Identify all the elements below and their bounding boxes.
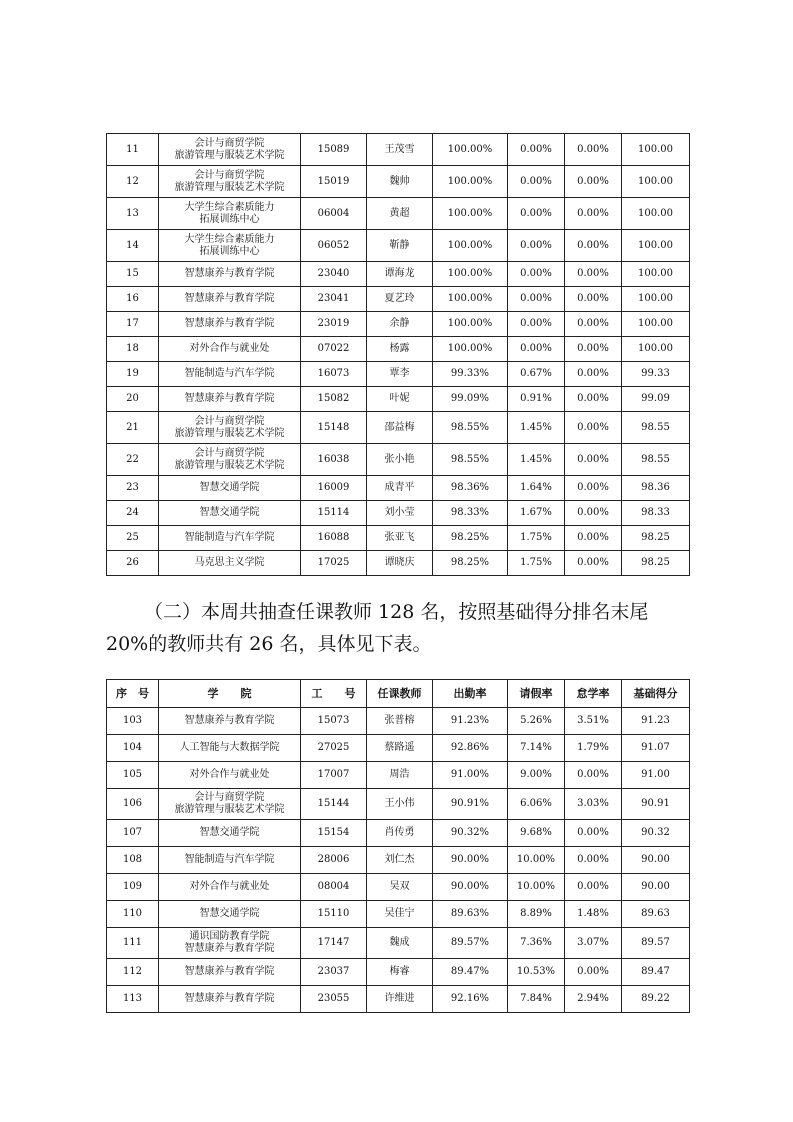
college-cell: 智慧康养与教育学院: [159, 959, 301, 986]
seq-cell: 107: [107, 820, 159, 847]
leave-rate-cell: 7.36%: [508, 928, 565, 959]
attendance-rate-cell: 100.00%: [433, 312, 508, 337]
seq-cell: 113: [107, 986, 159, 1013]
teacher-cell: 谭海龙: [367, 262, 433, 287]
table-row: [107, 762, 690, 789]
college-cell: 对外合作与就业处: [159, 762, 301, 789]
seq-cell: 25: [107, 526, 159, 551]
leave-rate-cell: 9.68%: [508, 820, 565, 847]
base-score-cell: 90.00: [622, 874, 690, 901]
teacher-cell: 邵益梅: [367, 412, 433, 444]
base-score-cell: 91.23: [622, 708, 690, 735]
table-row: [107, 847, 690, 874]
summary-line-1: （二）本周共抽查任课教师 128 名，按照基础得分排名末尾: [144, 601, 649, 623]
college-cell: 会计与商贸学院 旅游管理与服装艺术学院: [159, 444, 301, 476]
college-cell: 智慧交通学院: [159, 820, 301, 847]
seq-cell: 15: [107, 262, 159, 287]
college-cell: 智慧交通学院: [159, 501, 301, 526]
leave-rate-cell: 10.53%: [508, 959, 565, 986]
base-score-cell: 98.55: [622, 412, 690, 444]
absence-rate-cell: 0.00%: [565, 166, 622, 198]
seq-cell: 26: [107, 551, 159, 576]
bottom-20-percent-table-body: [107, 708, 690, 1013]
absence-rate-cell: 0.00%: [565, 362, 622, 387]
base-score-cell: 100.00: [622, 312, 690, 337]
base-score-cell: 100.00: [622, 287, 690, 312]
attendance-rate-cell: 89.63%: [433, 901, 508, 928]
college-cell: 智慧交通学院: [159, 476, 301, 501]
table-row: [107, 444, 690, 476]
seq-cell: 24: [107, 501, 159, 526]
absence-rate-cell: 0.00%: [565, 501, 622, 526]
leave-rate-cell: 9.00%: [508, 762, 565, 789]
table-row: [107, 551, 690, 576]
leave-rate-cell: 1.75%: [508, 551, 565, 576]
table-row: [107, 501, 690, 526]
absence-rate-cell: 0.00%: [565, 134, 622, 166]
staff-id-cell: 07022: [301, 337, 367, 362]
attendance-rate-cell: 100.00%: [433, 337, 508, 362]
seq-cell: 106: [107, 789, 159, 820]
teacher-cell: 梅睿: [367, 959, 433, 986]
base-score-cell: 98.36: [622, 476, 690, 501]
column-header-base-score: 基础得分: [622, 680, 690, 708]
seq-cell: 23: [107, 476, 159, 501]
teacher-cell: 覃李: [367, 362, 433, 387]
column-header-teacher: 任课教师: [367, 680, 433, 708]
staff-id-cell: 15089: [301, 134, 367, 166]
attendance-rate-cell: 100.00%: [433, 198, 508, 230]
staff-id-cell: 15154: [301, 820, 367, 847]
base-score-cell: 89.47: [622, 959, 690, 986]
college-cell: 智慧康养与教育学院: [159, 262, 301, 287]
absence-rate-cell: 0.00%: [565, 312, 622, 337]
absence-rate-cell: 1.79%: [565, 735, 622, 762]
seq-cell: 13: [107, 198, 159, 230]
base-score-cell: 89.22: [622, 986, 690, 1013]
teacher-cell: 蔡路遥: [367, 735, 433, 762]
attendance-rate-cell: 100.00%: [433, 287, 508, 312]
absence-rate-cell: 0.00%: [565, 762, 622, 789]
attendance-rate-cell: 90.91%: [433, 789, 508, 820]
leave-rate-cell: 0.00%: [508, 198, 565, 230]
base-score-cell: 100.00: [622, 230, 690, 262]
absence-rate-cell: 0.00%: [565, 387, 622, 412]
attendance-rate-cell: 98.33%: [433, 501, 508, 526]
college-cell: 智能制造与汽车学院: [159, 526, 301, 551]
attendance-rate-cell: 99.09%: [433, 387, 508, 412]
base-score-cell: 99.09: [622, 387, 690, 412]
attendance-rate-cell: 98.36%: [433, 476, 508, 501]
teacher-cell: 吴佳宁: [367, 901, 433, 928]
teacher-cell: 魏成: [367, 928, 433, 959]
staff-id-cell: 06004: [301, 198, 367, 230]
college-cell: 马克思主义学院: [159, 551, 301, 576]
table-row: [107, 312, 690, 337]
column-header-staff-id: 工 号: [301, 680, 367, 708]
seq-cell: 108: [107, 847, 159, 874]
base-score-cell: 99.33: [622, 362, 690, 387]
table-row: [107, 986, 690, 1013]
base-score-cell: 100.00: [622, 166, 690, 198]
college-cell: 会计与商贸学院 旅游管理与服装艺术学院: [159, 134, 301, 166]
leave-rate-cell: 0.00%: [508, 262, 565, 287]
table-row: [107, 262, 690, 287]
attendance-rate-cell: 98.25%: [433, 526, 508, 551]
college-cell: 智慧康养与教育学院: [159, 287, 301, 312]
college-cell: 智慧交通学院: [159, 901, 301, 928]
teacher-cell: 张亚飞: [367, 526, 433, 551]
table-row: [107, 412, 690, 444]
seq-cell: 105: [107, 762, 159, 789]
leave-rate-cell: 8.89%: [508, 901, 565, 928]
leave-rate-cell: 0.00%: [508, 287, 565, 312]
leave-rate-cell: 1.45%: [508, 444, 565, 476]
absence-rate-cell: 0.00%: [565, 526, 622, 551]
absence-rate-cell: 0.00%: [565, 230, 622, 262]
teacher-cell: 余静: [367, 312, 433, 337]
table-row: [107, 901, 690, 928]
teacher-cell: 夏艺玲: [367, 287, 433, 312]
staff-id-cell: 28006: [301, 847, 367, 874]
leave-rate-cell: 0.67%: [508, 362, 565, 387]
seq-cell: 11: [107, 134, 159, 166]
absence-rate-cell: 0.00%: [565, 476, 622, 501]
teacher-cell: 肖传勇: [367, 820, 433, 847]
column-header-absence-rate: 怠学率: [565, 680, 622, 708]
absence-rate-cell: 2.94%: [565, 986, 622, 1013]
teacher-cell: 魏帅: [367, 166, 433, 198]
attendance-rate-cell: 92.16%: [433, 986, 508, 1013]
attendance-rate-cell: 100.00%: [433, 166, 508, 198]
leave-rate-cell: 1.67%: [508, 501, 565, 526]
attendance-rate-cell: 91.23%: [433, 708, 508, 735]
teacher-cell: 杨露: [367, 337, 433, 362]
staff-id-cell: 17007: [301, 762, 367, 789]
attendance-rate-cell: 91.00%: [433, 762, 508, 789]
college-cell: 智慧康养与教育学院: [159, 986, 301, 1013]
teacher-cell: 王小伟: [367, 789, 433, 820]
attendance-rate-cell: 100.00%: [433, 230, 508, 262]
base-score-cell: 98.25: [622, 526, 690, 551]
absence-rate-cell: 0.00%: [565, 198, 622, 230]
leave-rate-cell: 10.00%: [508, 847, 565, 874]
staff-id-cell: 16088: [301, 526, 367, 551]
absence-rate-cell: 0.00%: [565, 412, 622, 444]
college-cell: 通识国防教育学院 智慧康养与教育学院: [159, 928, 301, 959]
absence-rate-cell: 0.00%: [565, 287, 622, 312]
attendance-rate-cell: 89.57%: [433, 928, 508, 959]
base-score-cell: 100.00: [622, 134, 690, 166]
leave-rate-cell: 10.00%: [508, 874, 565, 901]
teacher-cell: 黄超: [367, 198, 433, 230]
absence-rate-cell: 3.03%: [565, 789, 622, 820]
college-cell: 智慧康养与教育学院: [159, 312, 301, 337]
seq-cell: 109: [107, 874, 159, 901]
leave-rate-cell: 0.00%: [508, 134, 565, 166]
base-score-cell: 100.00: [622, 262, 690, 287]
column-header-attendance-rate: 出勤率: [433, 680, 508, 708]
leave-rate-cell: 6.06%: [508, 789, 565, 820]
college-cell: 会计与商贸学院 旅游管理与服装艺术学院: [159, 166, 301, 198]
leave-rate-cell: 1.45%: [508, 412, 565, 444]
staff-id-cell: 15019: [301, 166, 367, 198]
seq-cell: 17: [107, 312, 159, 337]
college-cell: 大学生综合素质能力 拓展训练中心: [159, 230, 301, 262]
college-cell: 人工智能与大数据学院: [159, 735, 301, 762]
staff-id-cell: 27025: [301, 735, 367, 762]
attendance-rate-cell: 98.25%: [433, 551, 508, 576]
teacher-cell: 张普榕: [367, 708, 433, 735]
leave-rate-cell: 0.00%: [508, 312, 565, 337]
table-row: [107, 476, 690, 501]
table-row: [107, 230, 690, 262]
base-score-cell: 90.00: [622, 847, 690, 874]
attendance-rate-cell: 99.33%: [433, 362, 508, 387]
staff-id-cell: 15110: [301, 901, 367, 928]
table-row: [107, 134, 690, 166]
staff-id-cell: 16009: [301, 476, 367, 501]
base-score-cell: 98.33: [622, 501, 690, 526]
leave-rate-cell: 5.26%: [508, 708, 565, 735]
staff-id-cell: 16038: [301, 444, 367, 476]
base-score-cell: 100.00: [622, 198, 690, 230]
column-header-seq: 序 号: [107, 680, 159, 708]
seq-cell: 112: [107, 959, 159, 986]
absence-rate-cell: 3.07%: [565, 928, 622, 959]
seq-cell: 18: [107, 337, 159, 362]
seq-cell: 21: [107, 412, 159, 444]
attendance-rate-cell: 100.00%: [433, 262, 508, 287]
column-header-college: 学 院: [159, 680, 301, 708]
seq-cell: 20: [107, 387, 159, 412]
absence-rate-cell: 1.48%: [565, 901, 622, 928]
attendance-rate-cell: 100.00%: [433, 134, 508, 166]
teacher-cell: 张小艳: [367, 444, 433, 476]
staff-id-cell: 15073: [301, 708, 367, 735]
table-header-row: [107, 680, 690, 708]
summary-line-2: 20%的教师共有 26 名，具体见下表。: [106, 633, 432, 655]
base-score-cell: 89.57: [622, 928, 690, 959]
staff-id-cell: 17025: [301, 551, 367, 576]
base-score-cell: 89.63: [622, 901, 690, 928]
teacher-cell: 许维进: [367, 986, 433, 1013]
staff-id-cell: 08004: [301, 874, 367, 901]
college-cell: 会计与商贸学院 旅游管理与服装艺术学院: [159, 789, 301, 820]
staff-id-cell: 15148: [301, 412, 367, 444]
absence-rate-cell: 0.00%: [565, 847, 622, 874]
table-row: [107, 928, 690, 959]
leave-rate-cell: 0.00%: [508, 337, 565, 362]
base-score-cell: 91.00: [622, 762, 690, 789]
leave-rate-cell: 1.64%: [508, 476, 565, 501]
attendance-rate-cell: 92.86%: [433, 735, 508, 762]
absence-rate-cell: 0.00%: [565, 337, 622, 362]
table-row: [107, 387, 690, 412]
college-cell: 对外合作与就业处: [159, 874, 301, 901]
college-cell: 智慧康养与教育学院: [159, 387, 301, 412]
staff-id-cell: 23041: [301, 287, 367, 312]
attendance-rate-cell: 98.55%: [433, 444, 508, 476]
teacher-cell: 谭晓庆: [367, 551, 433, 576]
base-score-cell: 98.25: [622, 551, 690, 576]
table-row: [107, 735, 690, 762]
college-cell: 对外合作与就业处: [159, 337, 301, 362]
teacher-cell: 靳静: [367, 230, 433, 262]
staff-id-cell: 15144: [301, 789, 367, 820]
bottom-20-percent-table: [106, 679, 690, 1013]
seq-cell: 22: [107, 444, 159, 476]
table-row: [107, 708, 690, 735]
staff-id-cell: 16073: [301, 362, 367, 387]
base-score-cell: 90.91: [622, 789, 690, 820]
table-row: [107, 820, 690, 847]
absence-rate-cell: 0.00%: [565, 551, 622, 576]
base-score-cell: 100.00: [622, 337, 690, 362]
staff-id-cell: 23040: [301, 262, 367, 287]
summary-paragraph: [106, 596, 696, 660]
table-row: [107, 362, 690, 387]
absence-rate-cell: 0.00%: [565, 262, 622, 287]
absence-rate-cell: 0.00%: [565, 874, 622, 901]
staff-id-cell: 23037: [301, 959, 367, 986]
college-cell: 大学生综合素质能力 拓展训练中心: [159, 198, 301, 230]
seq-cell: 103: [107, 708, 159, 735]
seq-cell: 104: [107, 735, 159, 762]
attendance-rate-cell: 90.00%: [433, 874, 508, 901]
table-row: [107, 166, 690, 198]
teacher-table-top-body: [107, 134, 690, 576]
staff-id-cell: 17147: [301, 928, 367, 959]
college-cell: 智能制造与汽车学院: [159, 362, 301, 387]
teacher-cell: 王茂雪: [367, 134, 433, 166]
attendance-rate-cell: 89.47%: [433, 959, 508, 986]
seq-cell: 12: [107, 166, 159, 198]
leave-rate-cell: 7.14%: [508, 735, 565, 762]
table-row: [107, 959, 690, 986]
absence-rate-cell: 0.00%: [565, 820, 622, 847]
column-header-leave-rate: 请假率: [508, 680, 565, 708]
seq-cell: 19: [107, 362, 159, 387]
attendance-rate-cell: 90.00%: [433, 847, 508, 874]
absence-rate-cell: 3.51%: [565, 708, 622, 735]
table-row: [107, 874, 690, 901]
staff-id-cell: 15082: [301, 387, 367, 412]
seq-cell: 111: [107, 928, 159, 959]
base-score-cell: 90.32: [622, 820, 690, 847]
seq-cell: 110: [107, 901, 159, 928]
leave-rate-cell: 1.75%: [508, 526, 565, 551]
staff-id-cell: 23055: [301, 986, 367, 1013]
base-score-cell: 98.55: [622, 444, 690, 476]
leave-rate-cell: 0.91%: [508, 387, 565, 412]
table-row: [107, 287, 690, 312]
teacher-cell: 周浩: [367, 762, 433, 789]
table-row: [107, 337, 690, 362]
attendance-rate-cell: 98.55%: [433, 412, 508, 444]
table-row: [107, 198, 690, 230]
teacher-cell: 成青平: [367, 476, 433, 501]
base-score-cell: 91.07: [622, 735, 690, 762]
college-cell: 智慧康养与教育学院: [159, 708, 301, 735]
teacher-table-top: [106, 133, 690, 576]
college-cell: 智能制造与汽车学院: [159, 847, 301, 874]
leave-rate-cell: 7.84%: [508, 986, 565, 1013]
table-row: [107, 526, 690, 551]
teacher-cell: 刘小莹: [367, 501, 433, 526]
seq-cell: 14: [107, 230, 159, 262]
teacher-cell: 刘仁杰: [367, 847, 433, 874]
seq-cell: 16: [107, 287, 159, 312]
absence-rate-cell: 0.00%: [565, 444, 622, 476]
leave-rate-cell: 0.00%: [508, 230, 565, 262]
absence-rate-cell: 0.00%: [565, 959, 622, 986]
teacher-cell: 吴双: [367, 874, 433, 901]
college-cell: 会计与商贸学院 旅游管理与服装艺术学院: [159, 412, 301, 444]
teacher-cell: 叶妮: [367, 387, 433, 412]
table-row: [107, 789, 690, 820]
staff-id-cell: 06052: [301, 230, 367, 262]
staff-id-cell: 23019: [301, 312, 367, 337]
staff-id-cell: 15114: [301, 501, 367, 526]
leave-rate-cell: 0.00%: [508, 166, 565, 198]
attendance-rate-cell: 90.32%: [433, 820, 508, 847]
